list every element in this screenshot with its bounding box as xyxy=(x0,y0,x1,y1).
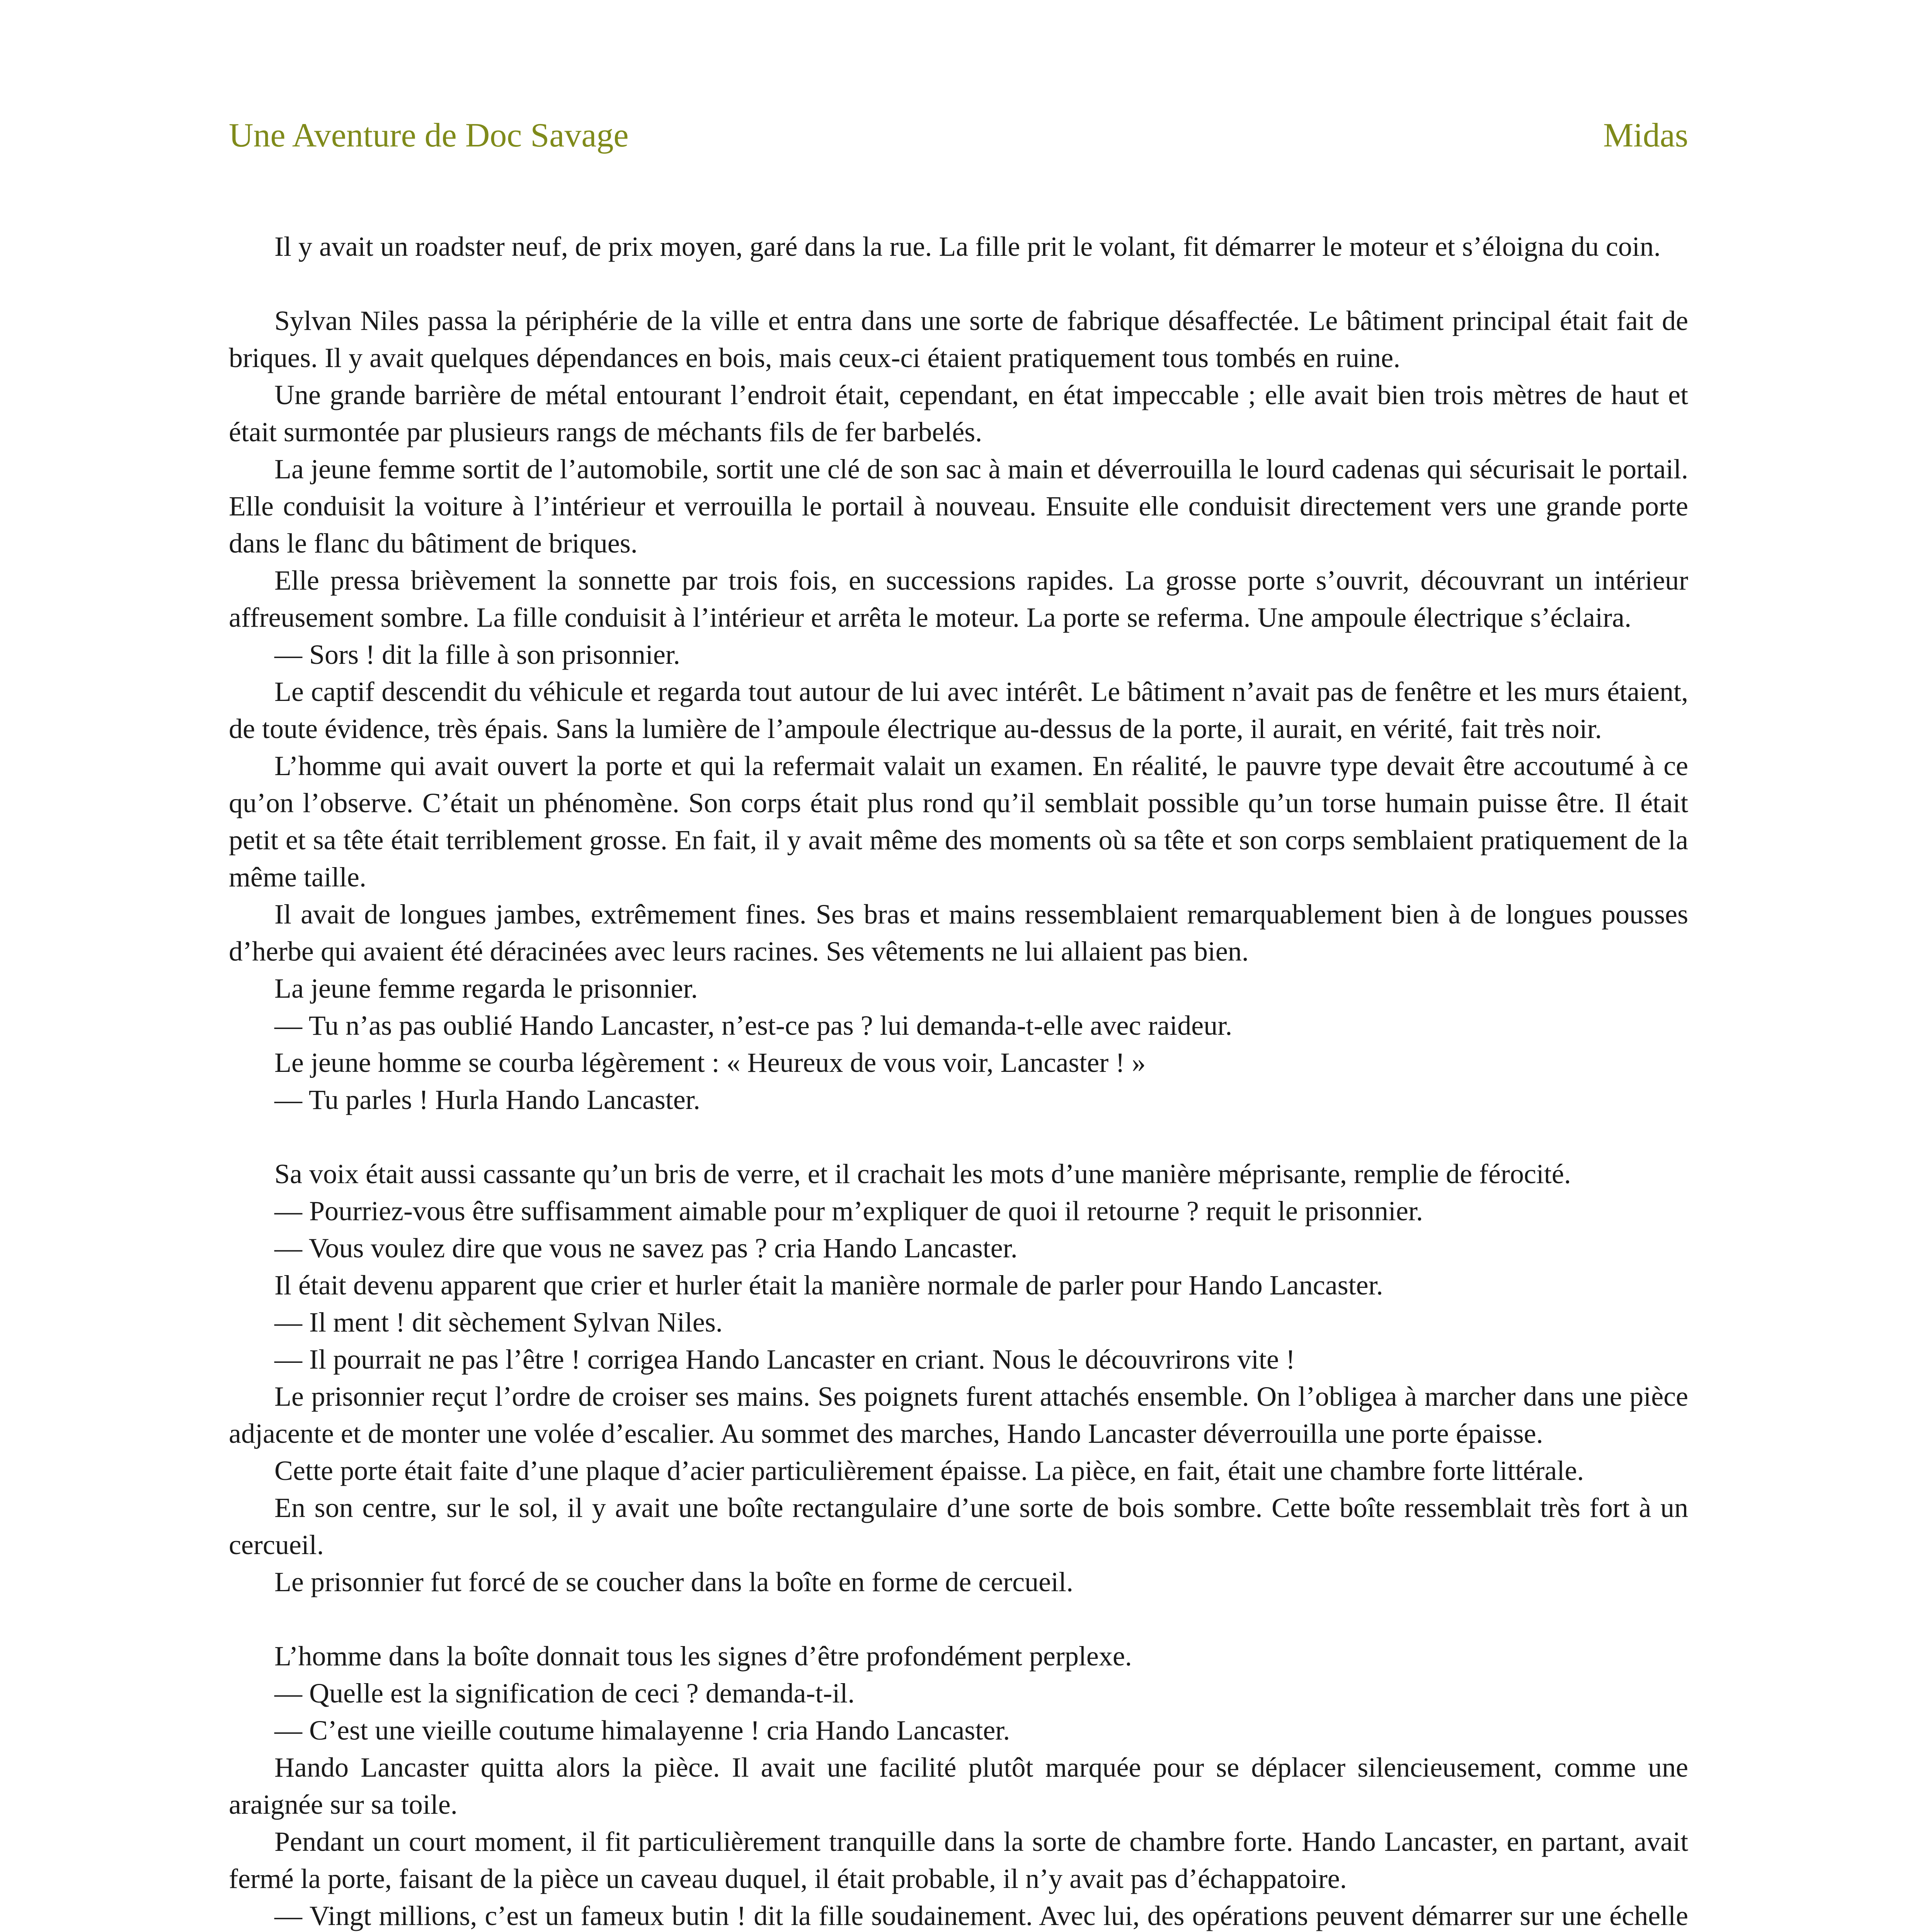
paragraph: — Il ment ! dit sèchement Sylvan Niles. xyxy=(274,1307,723,1338)
paragraph: Sa voix était aussi cassante qu’un bris de verre, et il crachait les mots d’une manière méprisante, remplie de férocité. xyxy=(274,1158,1571,1189)
paragraph-gap xyxy=(229,1118,1688,1155)
paragraph: — Tu n’as pas oublié Hando Lancaster, n’est-ce pas ? lui demanda-t-elle avec raideur. xyxy=(274,1010,1233,1041)
paragraph: Il était devenu apparent que crier et hurler était la manière normale de parler pour Hando Lancaster. xyxy=(274,1270,1383,1301)
paragraph: Cette porte était faite d’une plaque d’acier particulièrement épaisse. La pièce, en fait, était une chambre forte littérale. xyxy=(274,1455,1584,1486)
header-book-title: Midas xyxy=(1603,117,1688,154)
paragraph: Elle pressa brièvement la sonnette par trois fois, en successions rapides. La grosse porte s’ouvrit, découvrant un intérieur affreusement sombre. La fille conduisit à l’intérieur et arrêta le moteur. La porte se referma. Une ampoule électrique s’éclaira. xyxy=(229,565,1688,633)
paragraph: Hando Lancaster quitta alors la pièce. Il avait une facilité plutôt marquée pour se déplacer silencieusement, comme une araignée sur sa toile. xyxy=(229,1752,1688,1820)
paragraph: — Sors ! dit la fille à son prisonnier. xyxy=(274,639,680,670)
paragraph: La jeune femme sortit de l’automobile, sortit une clé de son sac à main et déverrouilla le lourd cadenas qui sécurisait le portail. Elle conduisit la voiture à l’intérieur et verrouilla le portail à nouveau. Ensuite elle conduisit directement vers une grande porte dans le flanc du bâtiment de briques. xyxy=(229,454,1688,559)
paragraph: Le jeune homme se courba légèrement : « Heureux de vous voir, Lancaster ! » xyxy=(274,1047,1146,1078)
paragraph: — Vous voulez dire que vous ne savez pas ? cria Hando Lancaster. xyxy=(274,1233,1018,1264)
paragraph: Pendant un court moment, il fit particulièrement tranquille dans la sorte de chambre forte. Hando Lancaster, en partant, avait fermé la porte, faisant de la pièce un caveau duquel, il était probable, il n’y avait pas d’échappatoire. xyxy=(229,1826,1688,1894)
paragraph: Le prisonnier fut forcé de se coucher dans la boîte en forme de cercueil. xyxy=(274,1566,1074,1597)
paragraph: La jeune femme regarda le prisonnier. xyxy=(274,973,698,1004)
paragraph: — Quelle est la signification de ceci ? demanda-t-il. xyxy=(274,1678,855,1709)
body-text xyxy=(229,228,1688,1932)
paragraph: Le captif descendit du véhicule et regarda tout autour de lui avec intérêt. Le bâtiment n’avait pas de fenêtre et les murs étaient, de toute évidence, très épais. Sans la lumière de l’ampoule électrique au-dessus de la porte, il aurait, en vérité, fait très noir. xyxy=(229,676,1688,744)
paragraph: Le prisonnier reçut l’ordre de croiser ses mains. Ses poignets furent attachés ensemble. On l’obligea à marcher dans une pièce adjacente et de monter une volée d’escalier. Au sommet des marches, Hando Lancaster déverrouilla une porte épaisse. xyxy=(229,1381,1688,1449)
paragraph: L’homme qui avait ouvert la porte et qui la refermait valait un examen. En réalité, le pauvre type devait être accoutumé à ce qu’on l’observe. C’était un phénomène. Son corps était plus rond qu’il semblait possible qu’un torse humain puisse être. Il était petit et sa tête était terriblement grosse. En fait, il y avait même des moments où sa tête et son corps semblaient pratiquement de la même taille. xyxy=(229,750,1688,893)
paragraph: Sylvan Niles passa la périphérie de la ville et entra dans une sorte de fabrique désaffectée. Le bâtiment principal était fait de briques. Il y avait quelques dépendances en bois, mais ceux-ci étaient pratiquement tous tombés en ruine. xyxy=(229,305,1688,373)
paragraph: — Tu parles ! Hurla Hando Lancaster. xyxy=(274,1084,700,1115)
paragraph-gap xyxy=(229,265,1688,302)
header-series-title: Une Aventure de Doc Savage xyxy=(229,117,629,154)
paragraph: Il avait de longues jambes, extrêmement fines. Ses bras et mains ressemblaient remarquablement bien à de longues pousses d’herbe qui avaient été déracinées avec leurs racines. Ses vêtements ne lui allaient pas bien. xyxy=(229,899,1688,967)
running-header xyxy=(229,116,1688,162)
paragraph-gap xyxy=(229,1600,1688,1638)
paragraph: Une grande barrière de métal entourant l’endroit était, cependant, en état impeccable ; elle avait bien trois mètres de haut et était surmontée par plusieurs rangs de méchants fils de fer barbelés. xyxy=(229,379,1688,447)
paragraph: Il y avait un roadster neuf, de prix moyen, garé dans la rue. La fille prit le volant, fit démarrer le moteur et s’éloigna du coin. xyxy=(274,231,1661,262)
paragraph: En son centre, sur le sol, il y avait une boîte rectangulaire d’une sorte de bois sombre. Cette boîte ressemblait très fort à un cercueil. xyxy=(229,1492,1688,1560)
paragraph: — Pourriez-vous être suffisamment aimable pour m’expliquer de quoi il retourne ? requit le prisonnier. xyxy=(274,1196,1423,1226)
paragraph: — C’est une vieille coutume himalayenne ! cria Hando Lancaster. xyxy=(274,1715,1010,1746)
paragraph: L’homme dans la boîte donnait tous les signes d’être profondément perplexe. xyxy=(274,1641,1132,1672)
paragraph: — Il pourrait ne pas l’être ! corrigea Hando Lancaster en criant. Nous le découvrirons vite ! xyxy=(274,1344,1295,1375)
paragraph: — Vingt millions, c’est un fameux butin ! dit la fille soudainement. Avec lui, des opérations peuvent démarrer sur une échelle xyxy=(274,1900,1688,1931)
